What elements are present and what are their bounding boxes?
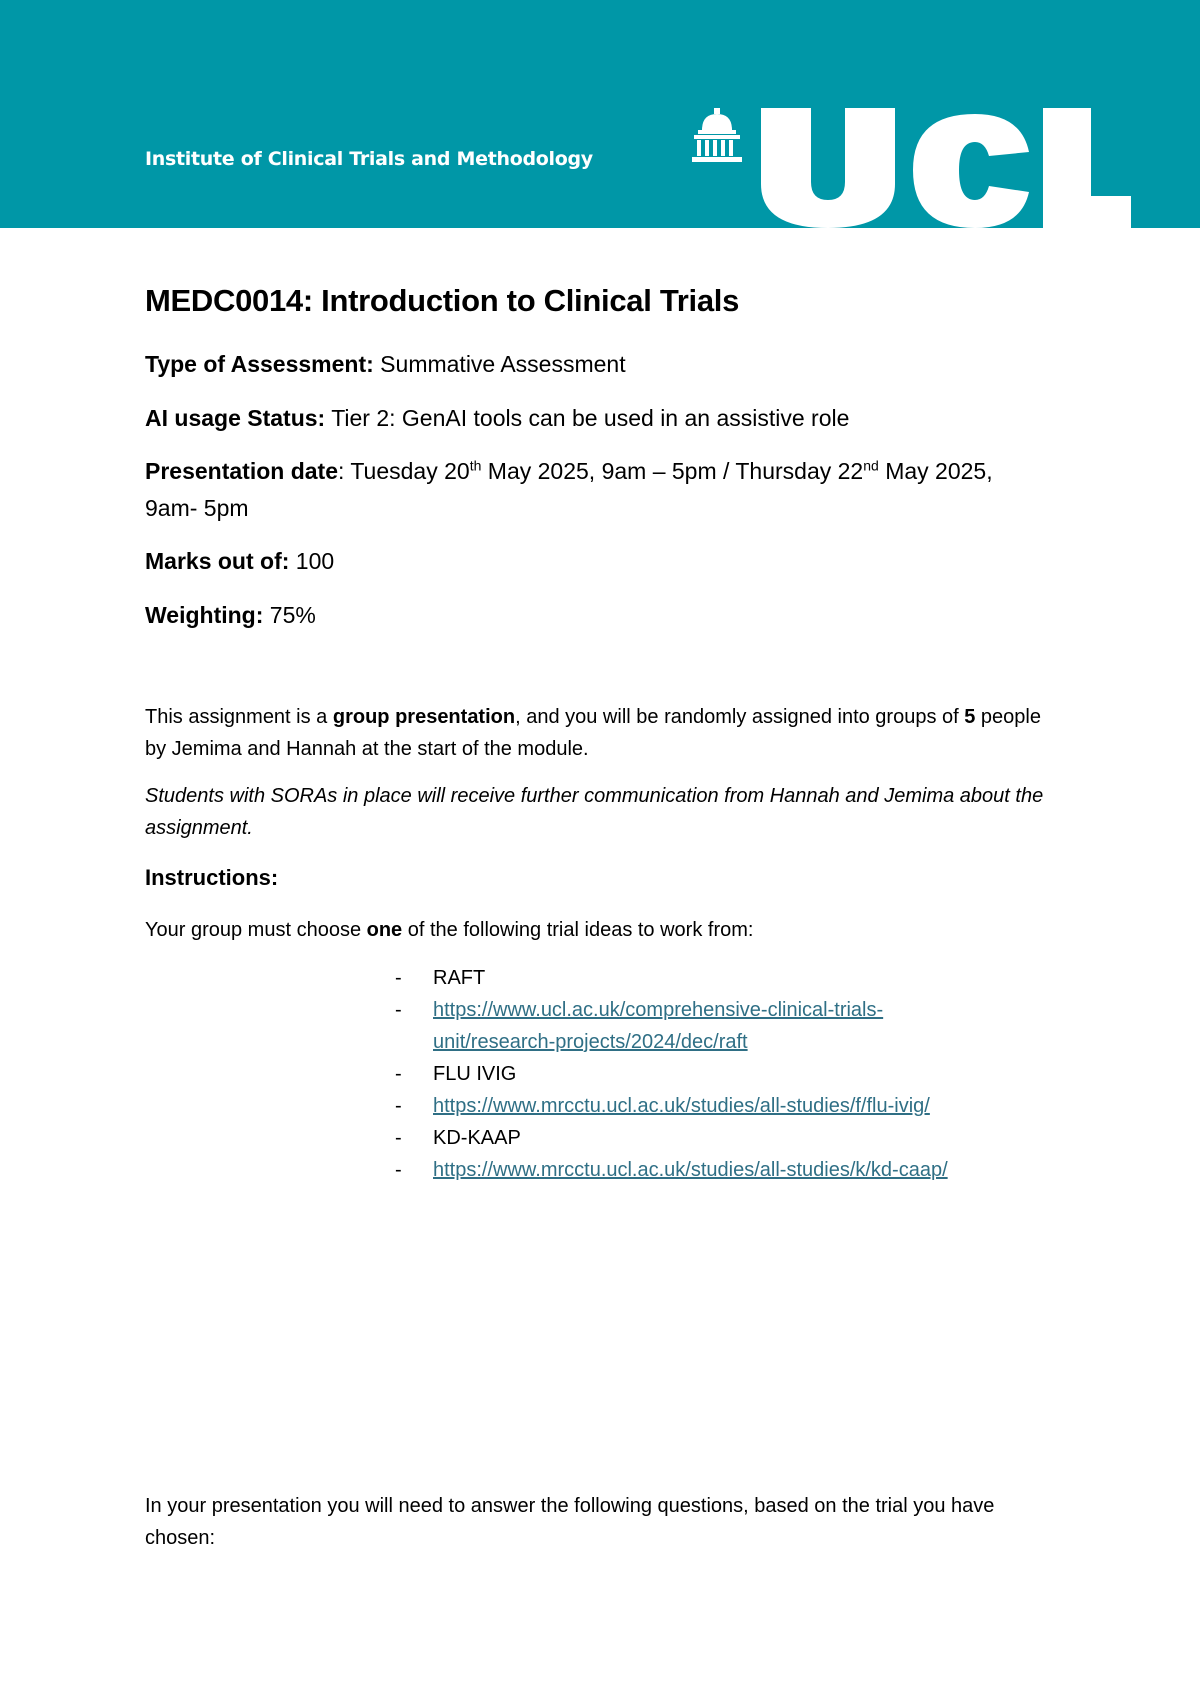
trial-link-raft[interactable]: https://www.ucl.ac.uk/comprehensive-clinical-trials-unit/research-projects/2024/dec/raft (433, 999, 884, 1053)
presentation-date-part: : Tuesday 20 (338, 458, 470, 484)
list-item (395, 1122, 993, 1154)
choose-paragraph (145, 914, 1065, 946)
list-item (395, 1090, 993, 1122)
assessment-type-value: Summative Assessment (373, 351, 626, 377)
assessment-type (145, 346, 1045, 383)
date-suffix: th (469, 457, 482, 474)
weighting-label: Weighting: (145, 602, 264, 628)
presentation-date-part: May 2025, 9am- 5pm (145, 458, 993, 521)
bullet-dash: - (395, 1159, 402, 1181)
list-item (395, 1058, 993, 1090)
intro-text: This assignment is a (145, 706, 333, 728)
list-item (395, 962, 993, 994)
sora-note: Students with SORAs in place will receive further communication from Hannah and Jemima about the assignment. (145, 785, 1044, 839)
ai-usage-status (145, 400, 1045, 437)
bullet-dash: - (395, 999, 402, 1021)
ai-usage-label: AI usage Status: (145, 405, 326, 431)
weighting (145, 597, 1045, 634)
list-item (395, 1154, 993, 1186)
header-banner (0, 0, 1200, 228)
institute-name: Institute of Clinical Trials and Methodology (145, 148, 593, 170)
choose-emphasis: one (366, 919, 403, 941)
trial-name: KD-KAAP (433, 1127, 521, 1149)
date-suffix: nd (863, 457, 879, 474)
bullet-dash: - (395, 1127, 402, 1149)
marks-value: 100 (289, 548, 335, 574)
choose-text: Your group must choose (145, 919, 367, 941)
ucl-logo (755, 104, 1135, 228)
trial-link-kd-kaap[interactable]: https://www.mrcctu.ucl.ac.uk/studies/all-studies/k/kd-caap/ (433, 1159, 948, 1181)
intro-emphasis: 5 (964, 706, 976, 728)
marks-label: Marks out of: (145, 548, 290, 574)
page-title: MEDC0014: Introduction to Clinical Trials (145, 283, 740, 318)
instructions-heading: Instructions: (145, 865, 279, 890)
marks-out-of (145, 543, 1045, 580)
intro-paragraph (145, 701, 1065, 765)
closing-paragraph: In your presentation you will need to answer the following questions, based on the trial you have chosen: (145, 1495, 995, 1549)
choose-text: of the following trial ideas to work from: (402, 919, 754, 941)
weighting-value: 75% (263, 602, 316, 628)
bullet-dash: - (395, 1095, 402, 1117)
trial-name: RAFT (433, 967, 486, 989)
bullet-dash: - (395, 1063, 402, 1085)
list-item (395, 994, 993, 1058)
presentation-date-label: Presentation date (145, 458, 338, 484)
presentation-date-part: May 2025, 9am – 5pm / Thursday 22 (481, 458, 864, 484)
intro-text: people by Jemima and Hannah at the start of the module. (145, 706, 1041, 760)
ai-usage-value: Tier 2: GenAI tools can be used in an assistive role (325, 405, 850, 431)
ucl-portico-icon (692, 108, 742, 164)
intro-emphasis: group presentation (332, 706, 516, 728)
presentation-date (145, 453, 1045, 527)
trial-list (395, 962, 993, 1186)
intro-text: , and you will be randomly assigned into groups of (515, 706, 965, 728)
bullet-dash: - (395, 967, 402, 989)
assessment-type-label: Type of Assessment: (145, 351, 374, 377)
trial-name: FLU IVIG (433, 1063, 517, 1085)
trial-link-flu-ivig[interactable]: https://www.mrcctu.ucl.ac.uk/studies/all-studies/f/flu-ivig/ (433, 1095, 930, 1117)
